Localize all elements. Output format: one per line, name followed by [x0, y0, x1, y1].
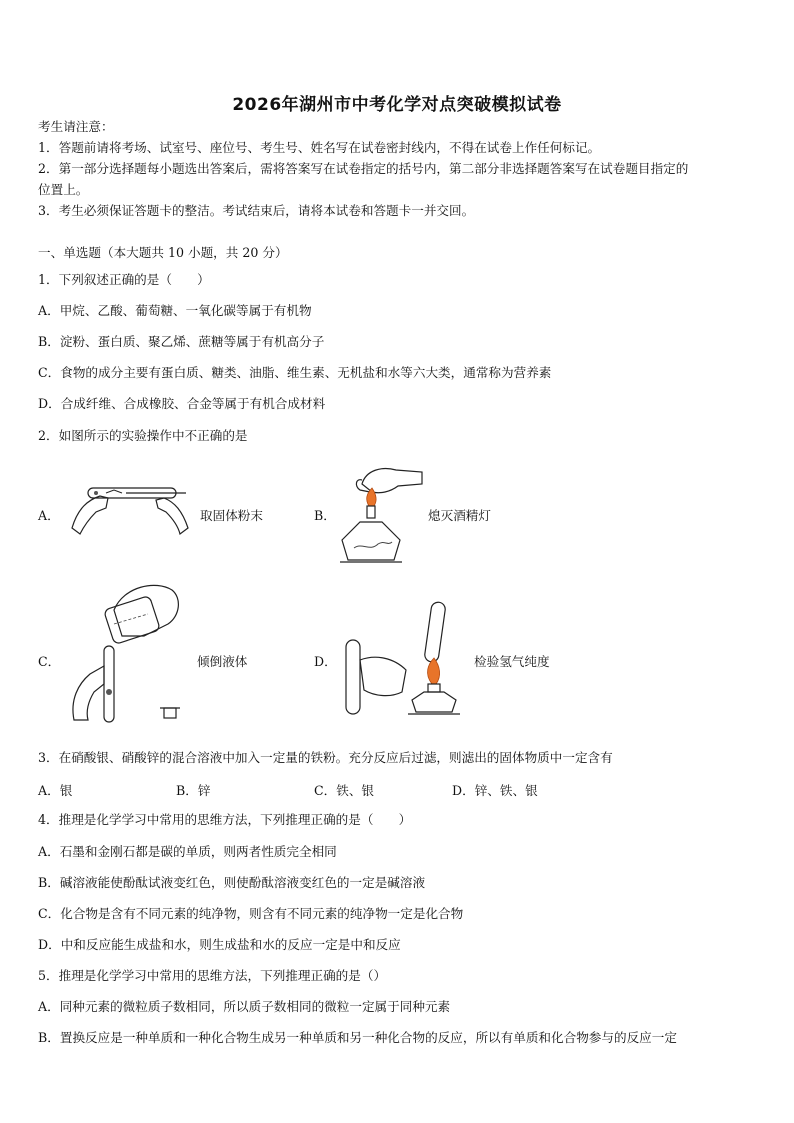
q4-option-b: B．碱溶液能使酚酞试液变红色，则使酚酞溶液变红色的一定是碱溶液	[38, 875, 426, 890]
q2-option-c-letter: C．	[38, 654, 61, 669]
q5-option-a: A．同种元素的微粒质子数相同，所以质子数相同的微粒一定属于同种元素	[38, 999, 451, 1014]
q1-option-a: A．甲烷、乙酸、葡萄糖、一氧化碳等属于有机物	[38, 303, 312, 318]
notice-item-2: 2．第一部分选择题每小题选出答案后，需将答案写在试卷指定的括号内，第二部分非选择题答案写在试卷题目指定的	[38, 161, 689, 176]
pouring-liquid-illustration	[64, 580, 190, 726]
q2-option-d-caption: 检验氢气纯度	[474, 654, 550, 669]
q3-option-a: A．银	[38, 783, 73, 798]
q2-option-b-caption: 熄灭酒精灯	[428, 508, 491, 523]
q2-option-c-caption: 倾倒液体	[197, 654, 248, 669]
notice-item-1: 1．答题前请将考场、试室号、座位号、考生号、姓名写在试卷密封线内，不得在试卷上作任何标记。	[38, 140, 601, 155]
q2-option-b-letter: B．	[314, 508, 336, 523]
q4-stem: 4．推理是化学学习中常用的思维方法，下列推理正确的是（ ）	[38, 812, 412, 827]
q1-option-d: D．合成纤维、合成橡胶、合金等属于有机合成材料	[38, 396, 326, 411]
q3-option-b: B．锌	[176, 783, 211, 798]
q3-stem: 3．在硝酸银、硝酸锌的混合溶液中加入一定量的铁粉。充分反应后过滤，则滤出的固体物质中一定含有	[38, 750, 613, 765]
alcohol-lamp-blow-illustration	[336, 462, 426, 566]
q1-option-c: C．食物的成分主要有蛋白质、糖类、油脂、维生素、无机盐和水等六大类，通常称为营养素	[38, 365, 552, 380]
powder-test-tube-illustration	[66, 478, 194, 536]
q3-option-d: D．锌、铁、银	[452, 783, 538, 798]
q1-option-b: B．淀粉、蛋白质、聚乙烯、蔗糖等属于有机高分子	[38, 334, 325, 349]
q2-stem: 2．如图所示的实验操作中不正确的是	[38, 428, 248, 443]
notice-heading: 考生请注意：	[38, 119, 114, 134]
section-heading: 一、单选题（本大题共 10 小题，共 20 分）	[38, 245, 288, 260]
q2-option-a-caption: 取固体粉末	[200, 508, 263, 523]
notice-item-2-cont: 位置上。	[38, 182, 89, 197]
q4-option-d: D．中和反应能生成盐和水，则生成盐和水的反应一定是中和反应	[38, 937, 401, 952]
q3-option-c: C．铁、银	[314, 783, 375, 798]
notice-item-3: 3．考生必须保证答题卡的整洁。考试结束后，请将本试卷和答题卡一并交回。	[38, 203, 475, 218]
q5-stem: 5．推理是化学学习中常用的思维方法，下列推理正确的是（）	[38, 968, 387, 983]
page-title: 2026年湖州市中考化学对点突破模拟试卷	[232, 95, 562, 115]
q4-option-c: C．化合物是含有不同元素的纯净物，则含有不同元素的纯净物一定是化合物	[38, 906, 464, 921]
q4-option-a: A．石墨和金刚石都是碳的单质，则两者性质完全相同	[38, 844, 337, 859]
hydrogen-purity-test-illustration	[336, 600, 468, 716]
q2-option-d-letter: D．	[314, 654, 337, 669]
q1-stem: 1．下列叙述正确的是（ ）	[38, 272, 210, 287]
q2-option-a-letter: A．	[38, 508, 60, 523]
q5-option-b: B．置换反应是一种单质和一种化合物生成另一种单质和另一种化合物的反应，所以有单质和化合物参与的反应一定	[38, 1030, 677, 1045]
